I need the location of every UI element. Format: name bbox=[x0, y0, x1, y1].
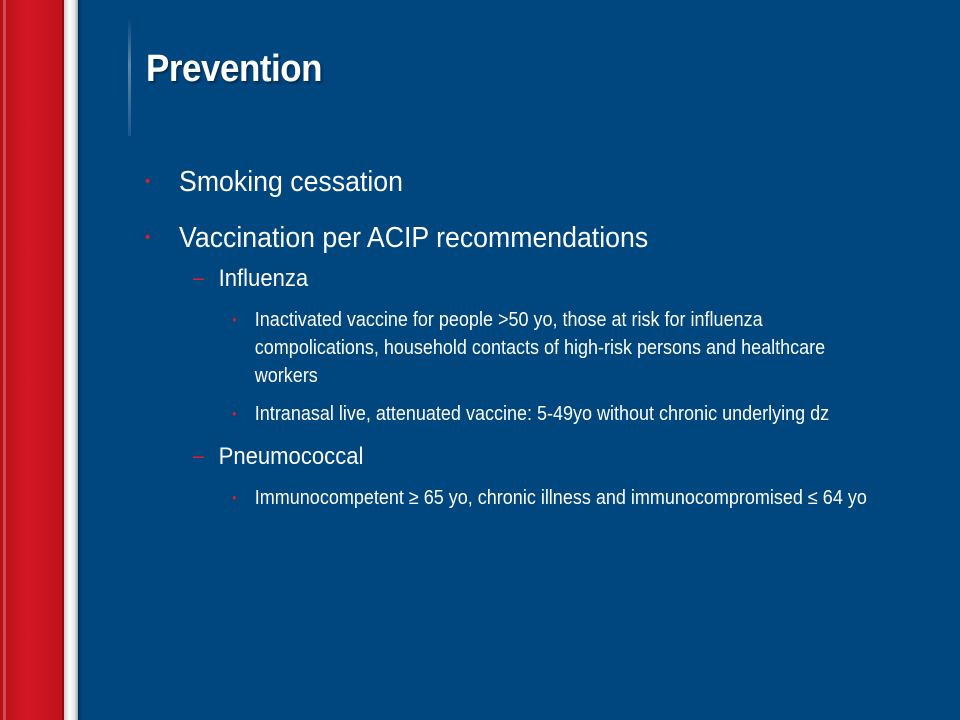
dash-marker-icon: – bbox=[192, 443, 205, 468]
bullet-smoking-cessation bbox=[145, 164, 844, 200]
bullet-marker-icon: • bbox=[232, 490, 237, 505]
bullet-text: Smoking cessation bbox=[179, 166, 403, 198]
sub-bullet-text: Influenza bbox=[218, 265, 309, 292]
detail-bullet-text: Inactivated vaccine for people >50 yo, those at risk for influenza compolications, household contacts of high-risk persons and healthcare workers bbox=[254, 309, 826, 387]
title-divider-line bbox=[128, 18, 131, 136]
red-accent-bar bbox=[0, 0, 64, 720]
sub-bullet-pneumococcal bbox=[145, 442, 844, 472]
bullet-marker-icon: • bbox=[232, 406, 237, 421]
white-divider-strip bbox=[64, 0, 78, 720]
detail-bullet-intranasal-vaccine bbox=[145, 400, 876, 428]
detail-bullet-text: Immunocompetent ≥ 65 yo, chronic illness and immunocompromised ≤ 64 yo bbox=[254, 487, 867, 509]
dash-marker-icon: – bbox=[192, 265, 205, 290]
sub-bullet-influenza bbox=[145, 264, 844, 294]
slide-content bbox=[145, 164, 905, 522]
sub-bullet-text: Pneumococcal bbox=[218, 443, 364, 470]
bullet-vaccination bbox=[145, 220, 844, 256]
bullet-text: Vaccination per ACIP recommendations bbox=[179, 222, 649, 254]
detail-bullet-inactivated-vaccine bbox=[145, 306, 876, 390]
bullet-marker-icon: • bbox=[145, 173, 151, 190]
bullet-marker-icon: • bbox=[145, 229, 151, 246]
detail-bullet-text: Intranasal live, attenuated vaccine: 5-49yo without chronic underlying dz bbox=[254, 403, 830, 425]
slide-title: Prevention bbox=[146, 48, 323, 90]
bullet-marker-icon: • bbox=[232, 312, 237, 327]
detail-bullet-immunocompetent bbox=[145, 484, 876, 512]
